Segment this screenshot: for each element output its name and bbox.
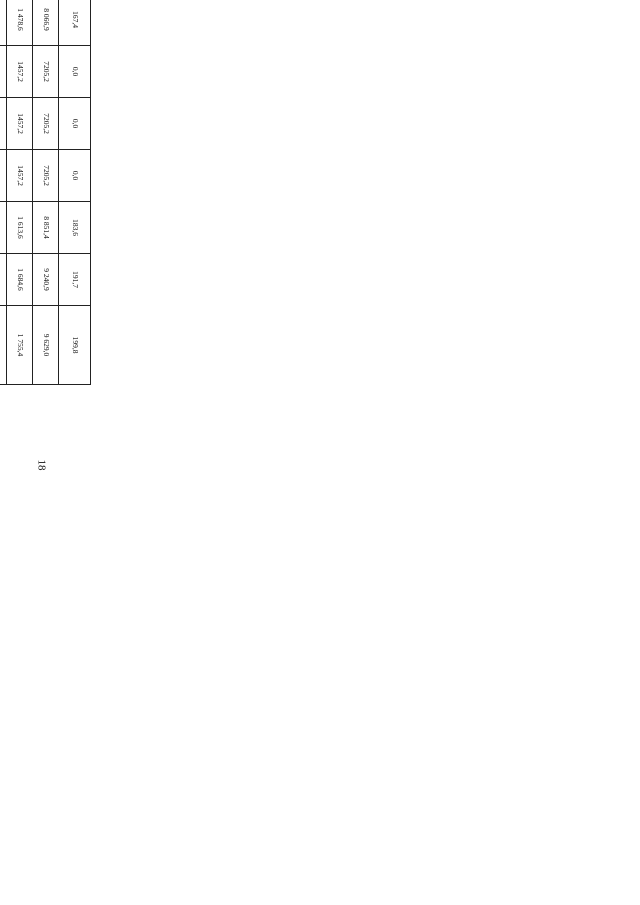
value-cell: 1 684,6 — [6, 254, 32, 306]
value-cell: 8 851,4 — [33, 202, 59, 254]
value-cell: 7205,2 — [33, 98, 59, 150]
value-cell — [0, 46, 6, 98]
page-number: 18 — [35, 459, 48, 471]
value-cell — [0, 254, 6, 306]
value-cell: 0,0 — [59, 98, 91, 150]
value-cell: 1 478,6 — [6, 0, 32, 46]
value-cell: 0,0 — [59, 46, 91, 98]
table-row — [0, 0, 6, 385]
value-cell: 191,7 — [59, 254, 91, 306]
value-cell: 9 240,9 — [33, 254, 59, 306]
value-cell — [0, 0, 6, 46]
value-cell: 1 755,4 — [6, 306, 32, 385]
value-cell: 1457,2 — [6, 98, 32, 150]
value-cell — [0, 306, 6, 385]
table-row — [59, 0, 91, 385]
value-cell: 1457,2 — [6, 150, 32, 202]
value-cell — [0, 98, 6, 150]
table-row — [33, 0, 59, 385]
value-cell: 167,4 — [59, 0, 91, 46]
value-cell: 0,0 — [59, 150, 91, 202]
rotated-table-sheet — [0, 0, 91, 357]
value-cell: 183,6 — [59, 202, 91, 254]
value-cell: 199,8 — [59, 306, 91, 385]
value-cell: 1457,2 — [6, 46, 32, 98]
budget-table — [0, 0, 91, 385]
value-cell: 7205,2 — [33, 150, 59, 202]
value-cell — [0, 150, 6, 202]
value-cell: 1 613,6 — [6, 202, 32, 254]
value-cell: 8 066,9 — [33, 0, 59, 46]
value-cell: 9 629,0 — [33, 306, 59, 385]
value-cell: 7205,2 — [33, 46, 59, 98]
value-cell — [0, 202, 6, 254]
table-row — [6, 0, 32, 385]
